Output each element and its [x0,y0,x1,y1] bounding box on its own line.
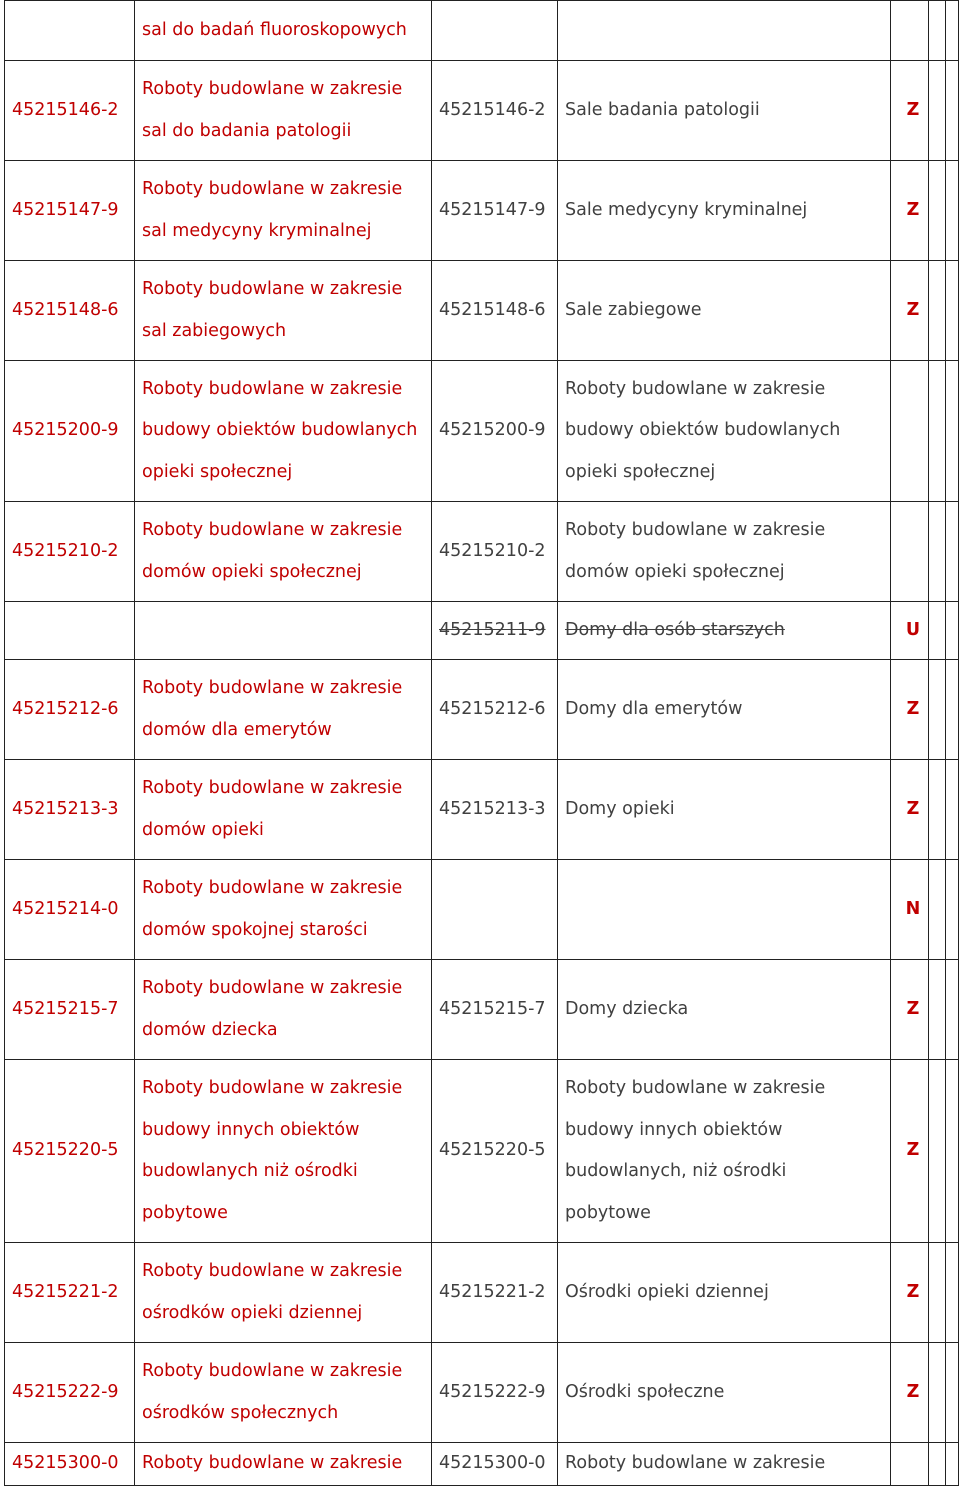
description-line: domów opieki społecznej [142,561,362,582]
new-description-cell [558,602,891,660]
blank-cell [929,502,946,602]
description-line: budowlanych niż ośrodki [142,1161,358,1181]
new-code-cell: 45215213-3 [432,760,558,860]
description-line: opieki społecznej [142,461,293,482]
status-cell: Z [891,61,929,161]
description-line: Roboty budowlane w zakresie [142,1361,403,1381]
new-code-cell: 45215212-6 [432,660,558,760]
new-description-cell [558,860,891,960]
blank-cell [946,760,959,860]
description-line: budowy innych obiektów [142,1119,360,1140]
table-row [5,602,959,660]
table-row [5,760,959,860]
code-cell: 45215210-2 [5,502,135,602]
table-row [5,660,959,760]
status-cell [891,1443,929,1486]
code-cell: 45215221-2 [5,1243,135,1343]
new-code-cell: 45215210-2 [432,502,558,602]
blank-cell [946,1,959,61]
table-row [5,1,959,61]
new-description-cell [558,502,891,602]
new-description-line: Sale medycyny kryminalnej [565,199,808,220]
description-line: Roboty budowlane w zakresie [142,1453,403,1473]
description-cell [135,660,432,760]
new-description-line: Sale zabiegowe [565,299,702,320]
new-code-cell: 45215221-2 [432,1243,558,1343]
new-description-cell [558,1343,891,1443]
new-description-line: budowlanych, niż ośrodki [565,1161,787,1181]
description-cell [135,960,432,1060]
description-cell [135,1443,432,1486]
new-description-line: pobytowe [565,1202,651,1223]
new-description-line: Ośrodki opieki dziennej [565,1281,769,1302]
blank-cell [946,1060,959,1243]
new-description-line: Domy dziecka [565,998,689,1019]
new-description-cell [558,960,891,1060]
blank-cell [929,860,946,960]
new-description-cell [558,1443,891,1486]
blank-cell [929,1343,946,1443]
description-cell [135,261,432,361]
new-description-cell [558,660,891,760]
table-row [5,1443,959,1486]
description-line: Roboty budowlane w zakresie [142,79,403,99]
blank-cell [946,61,959,161]
blank-cell [929,161,946,261]
new-code-cell: 45215146-2 [432,61,558,161]
status-cell [891,1,929,61]
blank-cell [946,1343,959,1443]
description-line: domów opieki [142,819,264,840]
code-cell: 45215300-0 [5,1443,135,1486]
blank-cell [929,261,946,361]
new-description-cell [558,1060,891,1243]
code-cell: 45215222-9 [5,1343,135,1443]
description-line: Roboty budowlane w zakresie [142,678,403,698]
status-cell: Z [891,660,929,760]
blank-cell [929,1443,946,1486]
new-code-cell: 45215222-9 [432,1343,558,1443]
description-cell [135,61,432,161]
description-line: domów dla emerytów [142,719,332,740]
table-row [5,161,959,261]
status-cell [891,361,929,502]
code-cell: 45215214-0 [5,860,135,960]
blank-cell [946,860,959,960]
table-row [5,261,959,361]
code-cell: 45215215-7 [5,960,135,1060]
new-code-cell: 45215211-9 [432,602,558,660]
status-cell: Z [891,1343,929,1443]
new-code-cell: 45215215-7 [432,960,558,1060]
code-cell: 45215212-6 [5,660,135,760]
new-code-cell: 45215300-0 [432,1443,558,1486]
description-line: budowy obiektów budowlanych [142,420,418,441]
new-description-line: Domy dla emerytów [565,698,743,719]
table-row [5,1060,959,1243]
blank-cell [929,61,946,161]
description-cell [135,361,432,502]
blank-cell [946,361,959,502]
blank-cell [929,1060,946,1243]
description-line: domów dziecka [142,1019,278,1040]
code-cell: 45215220-5 [5,1060,135,1243]
new-description-line: budowy innych obiektów [565,1119,783,1140]
table-body [5,1,959,1486]
new-code-cell: 45215200-9 [432,361,558,502]
status-cell: U [891,602,929,660]
new-code-cell: 45215147-9 [432,161,558,261]
description-line: sal zabiegowych [142,320,287,341]
code-cell: 45215148-6 [5,261,135,361]
status-cell: Z [891,1060,929,1243]
table-row [5,361,959,502]
new-description-cell [558,760,891,860]
blank-cell [946,960,959,1060]
new-description-line: Roboty budowlane w zakresie [565,378,826,399]
description-cell [135,860,432,960]
code-cell: 45215213-3 [5,760,135,860]
status-cell: Z [891,760,929,860]
description-cell [135,602,432,660]
new-description-cell [558,61,891,161]
status-cell: Z [891,960,929,1060]
new-description-line: Domy dla osób starszych [565,619,785,640]
blank-cell [946,502,959,602]
description-line: pobytowe [142,1202,228,1223]
description-cell [135,760,432,860]
blank-cell [929,660,946,760]
blank-cell [929,361,946,502]
description-line: Roboty budowlane w zakresie [142,878,403,898]
new-description-line: Roboty budowlane w zakresie [565,1078,826,1098]
status-cell: Z [891,261,929,361]
blank-cell [946,660,959,760]
description-line: Roboty budowlane w zakresie [142,179,403,199]
new-description-cell [558,1,891,61]
description-line: Roboty budowlane w zakresie [142,1261,403,1281]
description-line: Roboty budowlane w zakresie [142,279,403,299]
description-line: Roboty budowlane w zakresie [142,978,403,998]
new-code-cell: 45215220-5 [432,1060,558,1243]
code-cell [5,602,135,660]
description-line: Roboty budowlane w zakresie [142,520,403,540]
new-description-cell [558,361,891,502]
description-cell [135,161,432,261]
description-line: domów spokojnej starości [142,919,368,940]
new-description-line: Ośrodki społeczne [565,1381,725,1402]
new-description-line: Sale badania patologii [565,99,760,120]
description-cell [135,1,432,61]
new-description-cell [558,1243,891,1343]
description-cell [135,1243,432,1343]
blank-cell [946,261,959,361]
blank-cell [946,602,959,660]
description-line: sal medycyny kryminalnej [142,220,372,241]
description-line: sal do badań fluoroskopowych [142,19,407,40]
code-cell [5,1,135,61]
code-cell: 45215146-2 [5,61,135,161]
description-line: ośrodków opieki dziennej [142,1302,363,1323]
table-row [5,860,959,960]
blank-cell [946,161,959,261]
code-cell: 45215147-9 [5,161,135,261]
status-cell: Z [891,1243,929,1343]
blank-cell [929,1,946,61]
table-row [5,1243,959,1343]
new-description-line: budowy obiektów budowlanych [565,420,841,441]
description-cell [135,1060,432,1243]
description-line: Roboty budowlane w zakresie [142,1078,403,1098]
new-description-line: Roboty budowlane w zakresie [565,1453,826,1473]
new-code-cell [432,1,558,61]
new-description-line: Roboty budowlane w zakresie [565,520,826,540]
new-code-cell [432,860,558,960]
new-description-line: domów opieki społecznej [565,561,785,582]
code-cell: 45215200-9 [5,361,135,502]
status-cell [891,502,929,602]
new-description-line: opieki społecznej [565,461,716,482]
status-cell: Z [891,161,929,261]
description-cell [135,1343,432,1443]
blank-cell [929,960,946,1060]
table-row [5,502,959,602]
description-line: ośrodków społecznych [142,1402,339,1423]
table-row [5,1343,959,1443]
cpv-codes-table [4,0,959,1486]
status-cell: N [891,860,929,960]
description-line: Roboty budowlane w zakresie [142,378,403,399]
new-description-cell [558,261,891,361]
blank-cell [946,1443,959,1486]
description-line: Roboty budowlane w zakresie [142,778,403,798]
blank-cell [946,1243,959,1343]
blank-cell [929,1243,946,1343]
blank-cell [929,760,946,860]
description-cell [135,502,432,602]
blank-cell [929,602,946,660]
new-description-cell [558,161,891,261]
description-line: sal do badania patologii [142,120,352,141]
table-row [5,960,959,1060]
table-row [5,61,959,161]
new-code-cell: 45215148-6 [432,261,558,361]
new-description-line: Domy opieki [565,798,675,819]
